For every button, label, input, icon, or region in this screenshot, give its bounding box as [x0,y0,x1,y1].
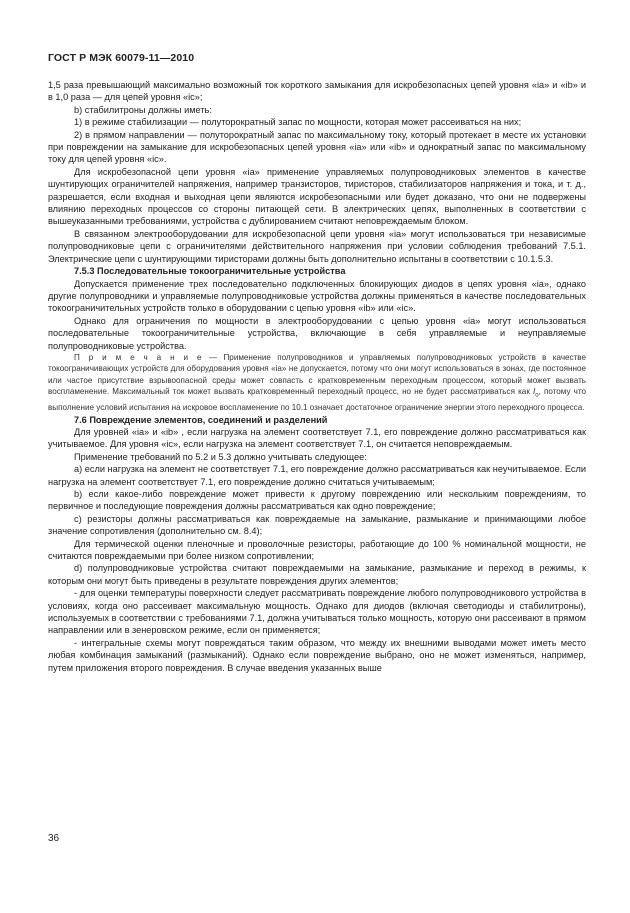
section-heading-7-5-3: 7.5.3 Последовательные токоограничительные устройства [74,266,346,277]
note-label: П р и м е ч а н и е [74,352,203,362]
page-number: 36 [48,833,60,844]
paragraph: Применение требований по 5.2 и 5.3 должно учитывать следующее: [74,451,367,462]
note-block [48,352,586,414]
list-item-b: b) если какое-либо повреждение может привести к другому повреждению или нескольким повреждениям, то первичное и последующие повреждения должны рассматриваться как одно повреждение; [48,489,586,512]
list-item-c: c) резисторы должны рассматриваться как повреждаемые на замыкание, размыкание и принимающими любое значение сопротивления (дополнительно см. 8.4); [48,513,586,537]
note-text-after: , потому что выполнение условий испытания на искровое воспламенение по 10.1 означает достаточное ограничение энергии этого переходного процесса. [48,387,586,413]
list-item-b: b) стабилитроны должны иметь: [74,104,212,115]
paragraph: Допускается применение трех последовательно подключенных блокирующих диодов в цепях уровня «ia», однако другие полупроводники и управляемые полупроводниковые устройства должны применяться в качестве последовательных токоограничительных устройств только в оборудовании с цепью уровня «ib» или «ic». [48,278,586,314]
list-item-d: d) полупроводниковые устройства считают повреждаемыми на замыкание, размыкание и переход в режимы, к которым они могут быть приведены в результате повреждения других элементов; [48,563,586,586]
paragraph: Для термической оценки пленочные и проволочные резисторы, работающие до 100 % номинальной мощности, не считаются повреждаемыми при более низком сопротивлении; [48,538,586,562]
list-item-a: a) если нагрузка на элемент не соответствует 7.1, его повреждение должно рассматриваться как неучитываемое. Если нагрузка на элемент соответствует 7.1, его повреждение должно считаться учитываемым; [48,464,586,487]
note-symbol: I [533,387,536,397]
paragraph-continuation: 1,5 раза превышающий максимально возможный ток короткого замыкания для искробезопасных цепей уровня «ia» и «ib» и в 1,0 раза — для цепей уровня «ic»; [48,80,586,103]
note-text-before: — Применение полупроводников и управляемых полупроводниковых устройств в качестве токоограничивающих устройств для оборудования уровня «ia» не допускается, потому что они могут использоваться в зонах, где постоянное или частое присутствие взрывоопасной среды может совпасть с кратковременным переходным процессом, который может вызвать воспламенение. Максимальный ток может вызвать кратковременный переходный процесс, но не будет рассматриваться как [48,352,586,397]
page-body [48,79,586,674]
paragraph: Для искробезопасной цепи уровня «ia» применение управляемых полупроводниковых элементов в качестве шунтирующих ограничителей напряжения, например транзисторов, тиристоров, стабилизаторов напряжения и тока, и т. д., разрешается, если входная и выходная цепи являются искробезопасными или будет доказано, что они не подвержены влиянию переходных процессов со стороны питающей сети. В электрических цепях, выполненных в соответствии с вышеуказанными требованиями, устройства с дублированием считают неповреждаемым блоком. [48,166,586,227]
section-heading-7-6: 7.6 Повреждение элементов, соединений и разделений [74,414,328,425]
list-item-2: 2) в прямом направлении — полуторократный запас по максимальному току, который протекает в месте их установки при повреждении на замыкание для искробезопасных цепей уровня «ia» или «ib» и однократный запас по максимальному току для цепей уровня «ic». [48,129,586,165]
list-dash-item: - для оценки температуры поверхности следует рассматривать повреждение любого полупроводникового устройства в условиях, когда оно рассеивает максимальную мощность. Однако для диодов (включая светодиоды и стабилитроны), используемых в соответствии с требованиями 7.1, должна учитываться только мощность, которую они рассеивают в прямом направлении или в зенеровском режиме, если он применяется; [48,588,586,636]
paragraph: Для уровней «ia» и «ib» , если нагрузка на элемент соответствует 7.1, его повреждение должно рассматриваться как учитываемое. Для уровня «ic», если нагрузка на элемент соответствует 7.1, он считается неповреждаемым. [48,426,586,450]
list-item-1: 1) в режиме стабилизации — полуторократный запас по мощности, которая может рассеиваться на них; [74,117,522,128]
paragraph: В связанном электрооборудовании для искробезопасной цепи уровня «ia» могут использоваться три независимые полупроводниковые цепи с ограничителями действительного напряжения при условии соблюдения требований 7.5.1. Электрические цепи с шунтирующими тиристорами должны быть дополнительно испытаны в соответствии с 10.1.5.3. [48,228,586,264]
page-header: ГОСТ Р МЭК 60079-11—2010 [48,52,195,64]
paragraph: Однако для ограничения по мощности в электрооборудовании с цепью уровня «ia» могут использоваться последовательные токоограничительные устройства, включающие в себя управляемые и неуправляемые полупроводниковые устройства. [48,315,586,351]
list-dash-item: - интегральные схемы могут повреждаться таким образом, что между их внешними выводами может иметь место любая комбинация замыканий (размыканий). Однако если повреждение выбрано, оно не может изменяться, например, путем приложения второго повреждения. В случае введения указанных выше [48,637,586,673]
note-symbol-subscript: о [535,392,539,399]
